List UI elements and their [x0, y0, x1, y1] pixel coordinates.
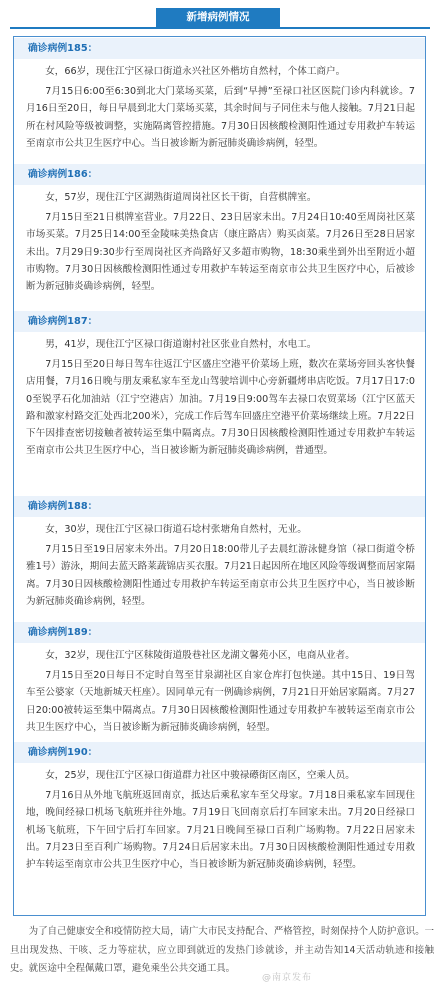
- case-itinerary: 7月15日至19日居家未外出。7月20日18:00带儿子去晨红游泳健身馆（禄口街道令桥雅1号）游泳，期间去蓝天路莱蔬锦店买衣服。7月21日起因所在地区风险等级调整而居家隔离。7月30日因核酸检测阳性通过专用救护车转运至南京市公共卫生医疗中心，当日被诊断为新冠肺炎确诊病例，轻型。: [26, 544, 415, 607]
- case-profile: 女，66岁，现住江宁区禄口街道永兴社区外楷坊自然村，个体工商户。: [45, 66, 346, 77]
- case-block-188: [14, 496, 425, 610]
- case-title: 确诊病例188：: [14, 496, 425, 517]
- case-itinerary: 7月15日6:00至6:30到北大门菜场买菜，后到“早搏”至禄口社区医院门诊内科就诊。7月16日至20日，每日早晨到北大门菜场买菜，其余时间与子同住未与他人接触。7月21日起所在村风险等级被调整，实施隔离管控措施。7月30日因核酸检测阳性通过专用救护车转运至南京市公共卫生医疗中心。当日被诊断为新冠肺炎确诊病例，轻型。: [26, 86, 415, 149]
- case-block-189: [14, 622, 425, 736]
- case-profile: 女，30岁，现住江宁区禄口街道石埝村张塘角自然村，无业。: [45, 524, 307, 535]
- case-block-187: [14, 311, 425, 459]
- case-profile: 女，32岁，现住江宁区秣陵街道殷巷社区龙湖文馨苑小区，电商从业者。: [45, 650, 355, 661]
- case-itinerary: 7月15日至21日棋牌室营业。7月22日、23日居家未出。7月24日10:40至周岗社区菜市场买菜。7月25日14:00至金陵味美热食店（康庄路店）购买卤菜。7月26日至28日居家未出。7月29日9:30步行至周岗社区齐尚路好又多超市购物，18:30乘坐到外出至附近小超市购物。7月30日因核酸检测阳性通过专用救护车转运至南京市公共卫生医疗中心，后被诊断为新冠肺炎确诊病例，轻型。: [26, 212, 415, 293]
- case-block-185: [14, 38, 425, 152]
- case-title: 确诊病例185：: [14, 38, 425, 59]
- header-divider: [10, 27, 430, 29]
- case-profile: 男，41岁，现住江宁区禄口街道谢村社区张业自然村，水电工。: [45, 339, 317, 350]
- case-title: 确诊病例190：: [14, 742, 425, 763]
- case-title: 确诊病例187：: [14, 311, 425, 332]
- source-watermark: @南京发布: [262, 973, 313, 983]
- case-profile: 女，57岁，现住江宁区湖熟街道周岗社区长干街，自营棋牌室。: [45, 192, 317, 203]
- case-profile: 女，25岁，现住江宁区禄口街道群力社区中骏禄礤街区南区，空乘人员。: [45, 770, 355, 781]
- section-title-banner: 新增病例情况: [156, 8, 280, 27]
- case-itinerary: 7月15日至20日每日不定时自驾至甘泉湖社区自家仓库打包快递。其中15日、19日驾车至公婆家（天地新城天枉座）。因同单元有一例确诊病例，7月21日开始居家隔离。7月27日20:00被转运至集中隔离点。7月30日因核酸检测阳性通过专用救护车被转运至南京市公共卫生医疗中心，当日被诊断为新冠肺炎确诊病例，轻型。: [26, 670, 415, 733]
- case-title: 确诊病例189：: [14, 622, 425, 643]
- case-block-190: [14, 742, 425, 873]
- case-block-186: [14, 164, 425, 295]
- case-itinerary: 7月15日至20日每日驾车往返江宁区盛庄空港平价菜场上班，数次在菜场旁回头客快餐店用餐，7月16日晚与朋友乘私家车至龙山驾驶培训中心旁新疆烤串店吃饭。7月17日17:00至锐孚石化加油站（江宁空港店）加油。7月19日9:00驾车去禄口农贸菜场（江宁区蓝天路和激家村路交汇处西北200米），完成工作后驾车回盛庄空港平价菜场继续上班。7月22日下午因排查密切接触者被转运至集中隔离点。7月30日因核酸检测阳性通过专用救护车转运至南京市公共卫生医疗中心，当日被诊断为新冠肺炎确诊病例，普通型。: [26, 359, 415, 457]
- case-itinerary: 7月16日从外地飞航班返回南京，抵达后乘私家车至父母家。7月18日乘私家车回现住地，晚间经禄口机场飞航班并往外地。7月19日飞回南京后打车回家未出。7月20日经禄口机场飞航班，下午回宁后打车回家。7月21日晚间至禄口百利广场购物。7月22日居家未出。7月23日至百利广场购物。7月24日后居家未出。7月30日因核酸检测阳性通过专用救护车转运至南京市公共卫生医疗中心，当日被诊断为新冠肺炎确诊病例，轻型。: [26, 790, 415, 871]
- case-title: 确诊病例186：: [14, 164, 425, 185]
- prevention-notice: 为了自己健康安全和疫情防控大局，请广大市民支持配合、严格管控，时刻保持个人防护意识。一旦出现发热、干咳、乏力等症状，应立即到就近的发热门诊就诊，并主动告知14天活动轨迹和接触史。就医途中全程佩戴口罩，避免乘坐公共交通工具。: [10, 926, 434, 975]
